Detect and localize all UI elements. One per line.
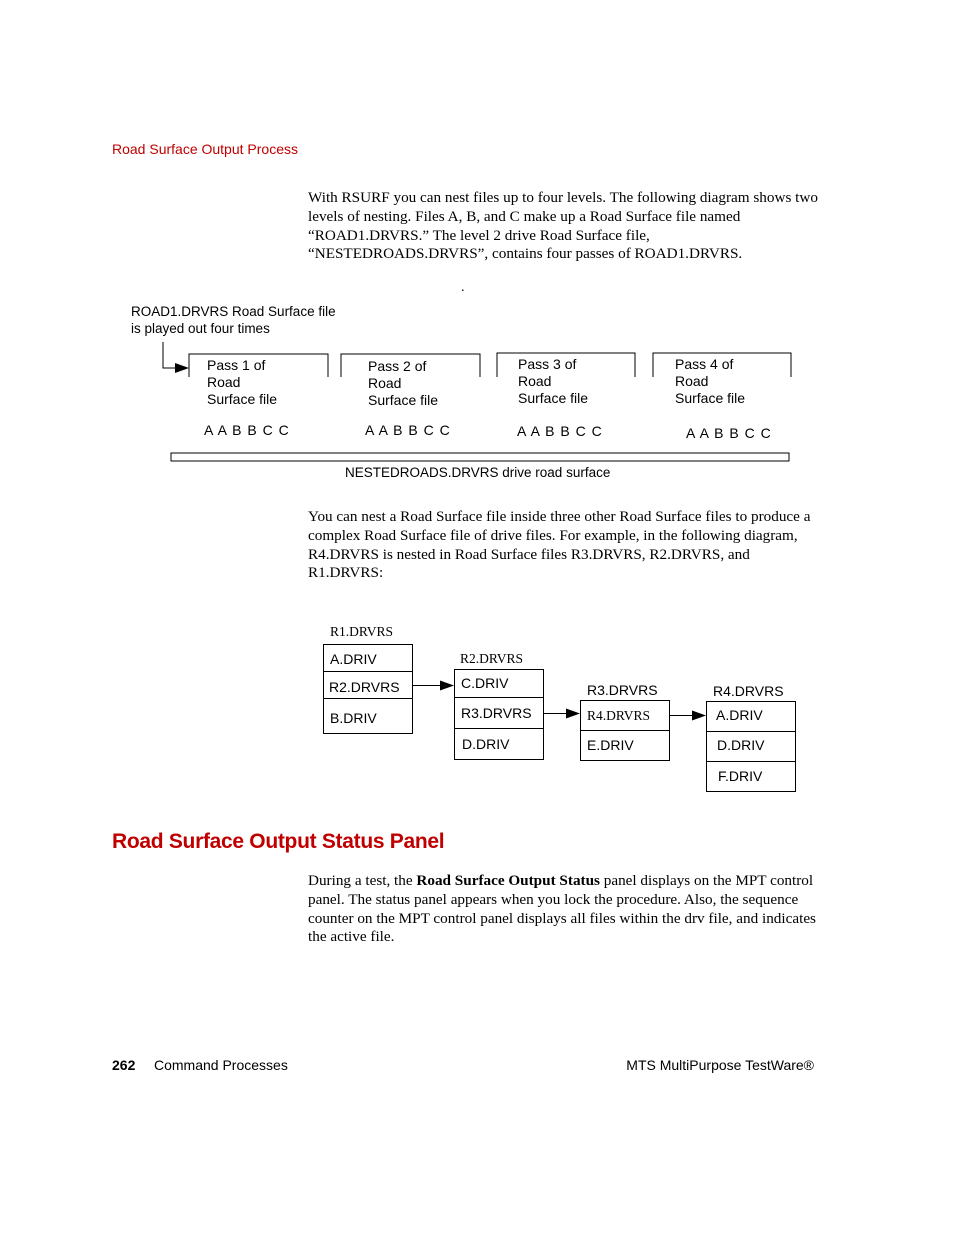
status-text-before: During a test, the <box>308 872 417 889</box>
footer-chapter: Command Processes <box>154 1057 288 1073</box>
nesting-diagram-passes <box>0 0 954 500</box>
pass-1-sequence: A A B B C C <box>204 422 290 438</box>
pass-2-line-1: Pass 2 of <box>368 358 427 374</box>
r2-cell-1: C.DRIV <box>461 675 509 691</box>
pass-3-line-2: Road <box>518 373 552 389</box>
nested-roads-label: NESTEDROADS.DRVRS drive road surface <box>345 465 611 480</box>
pass-4-line-3: Surface file <box>675 390 746 406</box>
pass-3-label <box>518 356 628 407</box>
nesting-explanation-paragraph: You can nest a Road Surface file inside three other Road Surface files to produce a complex Road Surface file of drive files. For example, in the following diagram, R4.DRVRS is nested in Road Surface files R3.DRVRS, R2.DRVRS, and R1.DRVRS: <box>308 508 811 582</box>
pass-1-label <box>207 357 317 408</box>
page-number: 262 <box>112 1057 136 1073</box>
footer-product: MTS MultiPurpose TestWare® <box>626 1057 814 1073</box>
pass-3-line-1: Pass 3 of <box>518 356 577 372</box>
stray-dot: . <box>461 280 465 295</box>
pass-4-label <box>675 356 785 407</box>
r1-title: R1.DRVRS <box>330 624 394 639</box>
status-text-bold: Road Surface Output Status <box>416 872 600 889</box>
nested-drvrs-diagram <box>0 600 954 810</box>
pass-4-line-1: Pass 4 of <box>675 356 734 372</box>
pass-2-label <box>368 358 478 409</box>
pass-4-line-2: Road <box>675 373 709 389</box>
r3-title: R3.DRVRS <box>587 682 658 698</box>
pass-2-line-3: Surface file <box>368 392 439 408</box>
r2-cell-3: D.DRIV <box>462 736 510 752</box>
r4-title: R4.DRVRS <box>713 683 784 699</box>
pass-2-line-2: Road <box>368 375 402 391</box>
intro-paragraph: With RSURF you can nest files up to four levels. The following diagram shows two levels of nesting. Files A, B, and C make up a Road Surface file named “ROAD1.DRVRS.” The level 2 drive Road Surface file, “NESTEDROADS.DRVRS”, contains four passes of ROAD1.DRVRS. <box>308 189 818 263</box>
status-panel-paragraph <box>308 872 818 947</box>
r4-cell-1: A.DRIV <box>716 707 763 723</box>
pass-3-line-3: Surface file <box>518 390 589 406</box>
pass-2-sequence: A A B B C C <box>365 422 451 438</box>
pass-4-sequence: A A B B C C <box>686 425 772 441</box>
callout-line-2: is played out four times <box>131 321 270 336</box>
r4-cell-3: F.DRIV <box>718 768 763 784</box>
r3-cell-2: E.DRIV <box>587 737 634 753</box>
pass-3-sequence: A A B B C C <box>517 423 603 439</box>
r1-cell-3: B.DRIV <box>330 710 377 726</box>
r2-title: R2.DRVRS <box>460 651 524 666</box>
r3-cell-1: R4.DRVRS <box>587 708 651 723</box>
r1-cell-2: R2.DRVRS <box>329 679 400 695</box>
status-text-after: panel displays on the MPT control panel. The status panel appears when you lock the procedure. Also, the sequence counter on the MPT control panel displays all files within the drv file, and indicates the active file. <box>308 872 816 946</box>
pass-1-line-1: Pass 1 of <box>207 357 266 373</box>
r4-cell-2: D.DRIV <box>717 737 765 753</box>
r2-cell-2: R3.DRVRS <box>461 705 532 721</box>
diagram1-lines <box>0 0 954 500</box>
running-header: Road Surface Output Process <box>112 141 298 157</box>
section-heading: Road Surface Output Status Panel <box>112 830 445 853</box>
pass-1-line-2: Road <box>207 374 241 390</box>
callout-line-1: ROAD1.DRVRS Road Surface file <box>131 304 336 319</box>
r1-cell-1: A.DRIV <box>330 651 377 667</box>
pass-1-line-3: Surface file <box>207 391 278 407</box>
